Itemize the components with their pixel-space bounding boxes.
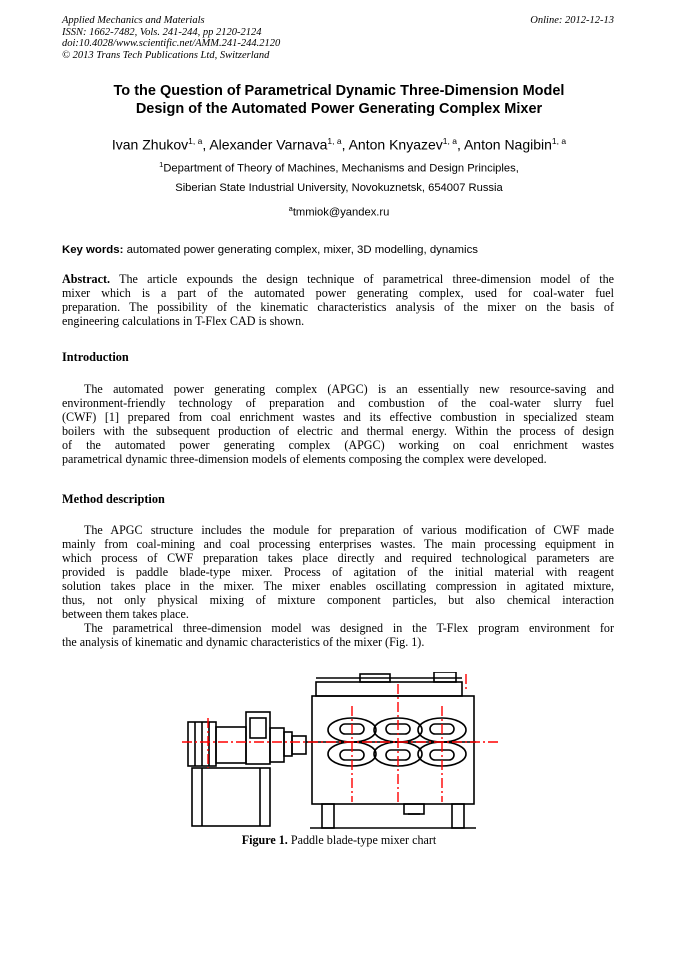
abstract-line: mixer which is a part of the automated power generating complex, used for coal-water fuel (62, 286, 614, 300)
copyright-line: © 2013 Trans Tech Publications Ltd, Switzerland (62, 49, 270, 61)
abstract (62, 272, 614, 328)
author-separator: , (456, 136, 464, 153)
author-list (40, 132, 638, 154)
introduction-line: of the automated power generating complex (APGC) working on coal enrichment wastes (62, 438, 614, 452)
method-paragraphs (62, 523, 614, 649)
introduction-line: parametrical dynamic three-dimension models of elements composing the complex were developed. (62, 452, 547, 466)
author-affiliation-mark: 1, a (442, 136, 457, 146)
introduction-line: (CWF) [1] prepared from coal enrichment wastes and its effective combustion in specialized steam (62, 410, 614, 424)
keywords-text: automated power generating complex, mixer, 3D modelling, dynamics (123, 244, 478, 256)
method-heading: Method description (62, 492, 165, 506)
author-name: Alexander Varnava (209, 136, 328, 153)
author-name: Anton Nagibin (463, 136, 552, 153)
affiliation-line-2: Siberian State Industrial University, Novokuznetsk, 654007 Russia (175, 182, 503, 194)
introduction-paragraph (62, 382, 614, 466)
motor-base (192, 768, 270, 826)
introduction-line: boilers with the subsequent production of electric and thermal energy. Within the process of design (62, 424, 614, 438)
abstract-label: Abstract. (62, 272, 111, 286)
email-mark: a (288, 204, 293, 213)
abstract-line (62, 272, 614, 286)
keywords-label: Key words: (62, 244, 124, 256)
introduction-line: The automated power generating complex (APGC) is an essentially new resource-saving and (84, 382, 614, 396)
affiliation-mark: 1 (159, 160, 164, 169)
method-line: provided is paddle blade-type mixer. Process of agitation of the initial material with reagent (62, 565, 614, 579)
method-line: The parametrical three-dimension model was designed in the T-Flex program environment for (84, 621, 614, 635)
abstract-text: The article expounds the design technique of parametrical three-dimension model of the (110, 272, 614, 286)
doi-line: doi:10.4028/www.scientific.net/AMM.241-244.2120 (62, 38, 281, 49)
introduction-line: environment-friendly technology of preparation and combustion of the coal-water slurry fuel (62, 396, 614, 410)
method-line: thus, not only physical mixing of mixture component particles, but also chemical interaction (62, 593, 614, 607)
journal-name: Applied Mechanics and Materials (62, 15, 205, 26)
abstract-line: preparation. The possibility of the kinematic characteristics analysis of the mixer on the basis of (62, 300, 614, 314)
issn-line: ISSN: 1662-7482, Vols. 241-244, pp 2120-2124 (62, 26, 262, 38)
author-email: tmmiok@yandex.ru (292, 206, 390, 219)
affiliation-line-1 (62, 160, 616, 175)
author-affiliation-mark: 1, a (188, 136, 203, 146)
method-line: between them takes place. (62, 607, 189, 621)
affiliation-text: Department of Theory of Machines, Mechanisms and Design Principles, (163, 162, 519, 175)
coupling (270, 728, 284, 762)
paper-title (62, 82, 616, 118)
figure-caption-text: Paddle blade-type mixer chart (287, 833, 437, 847)
method-line: The APGC structure includes the module for preparation of various modification of CWF made (84, 523, 614, 537)
figure-caption (62, 833, 616, 847)
author-affiliation-mark: 1, a (327, 136, 342, 146)
method-line: the analysis of kinematic and dynamic characteristics of the mixer (Fig. 1). (62, 635, 425, 649)
center-lines (182, 674, 498, 802)
email-line (62, 204, 616, 219)
method-line: which process of CWF preparation takes place directly and required technological parameters are (62, 551, 614, 565)
gearbox (216, 727, 246, 763)
abstract-line: engineering calculations in T-Flex CAD is shown. (62, 314, 305, 328)
mixer-linework (188, 672, 476, 828)
tank-lid (316, 682, 462, 696)
outlet (404, 804, 424, 814)
journal-header (62, 15, 280, 61)
title-line-2: Design of the Automated Power Generating Complex Mixer (135, 101, 543, 117)
online-date: Online: 2012-12-13 (530, 15, 614, 26)
method-line: mainly from coal-mining and coal processing enterprises wastes. The main processing equipment in (62, 537, 614, 551)
author-name: Ivan Zhukov (111, 136, 189, 153)
introduction-heading: Introduction (62, 350, 129, 364)
mixer-drawing (180, 672, 500, 832)
author-separator: , (202, 136, 210, 153)
keywords (62, 243, 622, 257)
tank-leg (452, 804, 464, 828)
inlet-port (434, 672, 456, 682)
method-line: solution takes place in the mixer. The mixer enables oscillating compression in agitated mixture, (62, 579, 614, 593)
figure-label: Figure 1. (241, 833, 288, 847)
author-name: Anton Knyazev (348, 136, 443, 153)
tank-leg (322, 804, 334, 828)
author-separator: , (341, 136, 349, 153)
title-line-1: To the Question of Parametrical Dynamic Three-Dimension Model (113, 83, 565, 99)
author-affiliation-mark: 1, a (551, 136, 567, 146)
